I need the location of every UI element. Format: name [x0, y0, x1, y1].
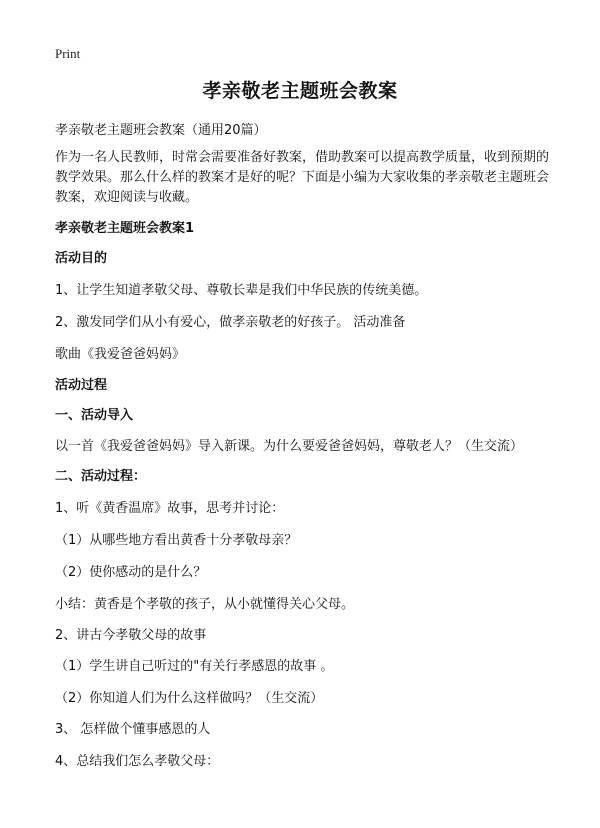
activity-summary: 小结：黄香是个孝敬的孩子，从小就懂得关心父母。 [55, 597, 355, 612]
activity-step-2-item-1: （1）学生讲自己听过的"有关行孝感恩的故事 。 [55, 659, 334, 674]
section-heading-process: 活动过程 [55, 378, 108, 393]
section-heading-lesson-1: 孝亲敬老主题班会教案1 [55, 221, 195, 236]
activity-step-2-item-2: （2）你知道人们为什么这样做吗？（生交流） [55, 691, 324, 706]
document-title: 孝亲敬老主题班会教案 [202, 80, 398, 102]
intro-step-text: 以一首《我爱爸爸妈妈》导入新课。为什么要爱爸爸妈妈，尊敬老人？（生交流） [55, 439, 524, 454]
activity-step-2: 2、讲古今孝敬父母的故事 [55, 628, 207, 643]
purpose-item-1: 1、让学生知道孝敬父母、尊敬长辈是我们中华民族的传统美德。 [55, 283, 428, 298]
preparation-song: 歌曲《我爱爸爸妈妈》 [55, 347, 186, 362]
section-heading-purpose: 活动目的 [55, 251, 108, 266]
activity-step-4: 4、总结我们怎么孝敬父母： [55, 754, 220, 769]
document-subtitle: 孝亲敬老主题班会教案（通用20篇） [55, 123, 267, 138]
intro-paragraph: 作为一名人民教师，时常会需要准备好教案，借助教案可以提高教学质量，收到预期的教学效果。那么什么样的教案才是好的呢？下面是小编为大家收集的孝亲敬老主题班会教案，欢迎阅读与收藏。 [55, 150, 550, 205]
activity-question-1: （1）从哪些地方看出黄香十分孝敬母亲？ [55, 533, 298, 548]
activity-step-1: 1、听《黄香温席》故事，思考并讨论： [55, 501, 285, 516]
activity-question-2: （2）使你感动的是什么？ [55, 565, 207, 580]
purpose-item-2: 2、激发同学们从小有爱心，做孝亲敬老的好孩子。 活动准备 [55, 315, 406, 330]
print-link[interactable]: Print [55, 46, 81, 61]
section-heading-intro: 一、活动导入 [55, 408, 134, 423]
activity-step-3: 3、 怎样做个懂事感恩的人 [55, 722, 211, 737]
section-heading-activity: 二、活动过程： [55, 469, 147, 484]
